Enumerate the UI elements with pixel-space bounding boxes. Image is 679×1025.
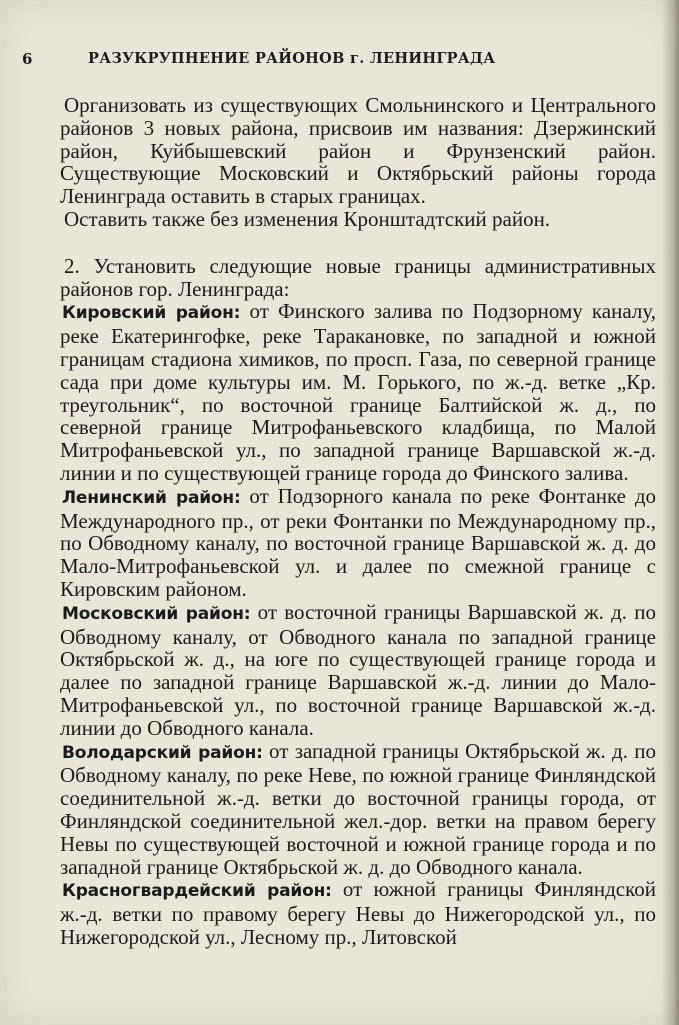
district-name-krasnogvardeysky: Красногвардейский район: — [62, 881, 332, 902]
paragraph-boundaries-intro: 2. Установить следующие новые границы административных районов гор. Ленинграда: — [60, 253, 656, 301]
paragraph-volodarsky — [60, 740, 656, 879]
district-text-volodarsky: от западной границы Октябрьской ж. д. по Обводному каналу, по реке Неве, по южной границе Финляндской соединительной ж.-д. ветки до восточной границы города, от Финляндской соединительной жел.-дор. ветки на правом берегу Невы по существующей восточной и южной границе города и по западной границе Октябрьской ж. д. до Обводного канала. — [60, 738, 657, 879]
district-name-kirovsky: Кировский район: — [62, 303, 241, 324]
body-text — [60, 94, 656, 949]
paragraph-krasnogvardeysky — [60, 878, 656, 948]
paragraph-reorganize: Организовать из существующих Смольнинского и Центрального районов 3 новых района, присвоив им названия: Дзержинский район, Куйбышевский район и Фрунзенский район. Существующие Московский и Октябрьский районы города Ленинграда оставить в старых границах. — [60, 93, 656, 209]
page-number: 6 — [22, 50, 33, 68]
page-edge-shadow — [661, 0, 679, 1025]
district-text-kirovsky: от Финского залива по Подзорному каналу, реке Екатерингофке, реке Таракановке, по западной и южной границам стадиона химиков, по просп. Газа, по северной границе сада при доме культуры им. М. Горького, по ж.-д. ветке „Кр. треугольник“, по восточной границе Балтийской ж. д., по северной границе Митрофаньевского кладбища, по Малой Митрофаньевской ул., по западной границе Варшавской ж.-д. линии и по существующей границе города до Финского залива. — [60, 299, 656, 485]
paragraph-moskovsky — [60, 601, 656, 740]
page-header — [22, 50, 662, 72]
district-text-leninsky: от Подзорного канала по реке Фонтанке до Международного пр., от реки Фонтанки по Международному пр., по Обводному каналу, по восточной границе Варшавской ж. д. до Мало-Митрофаньевской ул. и далее по смежной границе с Кировским районом. — [60, 483, 657, 601]
running-head: РАЗУКРУПНЕНИЕ РАЙОНОВ г. ЛЕНИНГРАДА — [88, 50, 496, 67]
district-text-krasnogvardeysky: от южной границы Финляндской ж.-д. ветки по правому берегу Невы до Нижегородской ул., по Нижегородской ул., Лесному пр., Литовской — [60, 877, 656, 949]
paragraph-leninsky — [60, 485, 656, 601]
district-name-leninsky: Ленинский район: — [62, 487, 241, 508]
paragraph-gap — [60, 231, 656, 255]
district-name-volodarsky: Володарский район: — [62, 742, 263, 763]
district-text-moskovsky: от восточной границы Варшавской ж. д. по Обводному каналу, от Обводного канала по западной границе Октябрьской ж. д., на юге по существующей границе города и далее по западной границе Варшавской ж.-д. линии до Мало-Митрофаньевской ул., по восточной границе Варшавской ж.-д. линии до Обводного канала. — [60, 599, 656, 740]
paragraph-kirovsky — [60, 300, 656, 484]
district-name-moskovsky: Московский район: — [62, 603, 251, 624]
paragraph-kronstadt: Оставить также без изменения Кронштадтский район. — [64, 206, 551, 231]
